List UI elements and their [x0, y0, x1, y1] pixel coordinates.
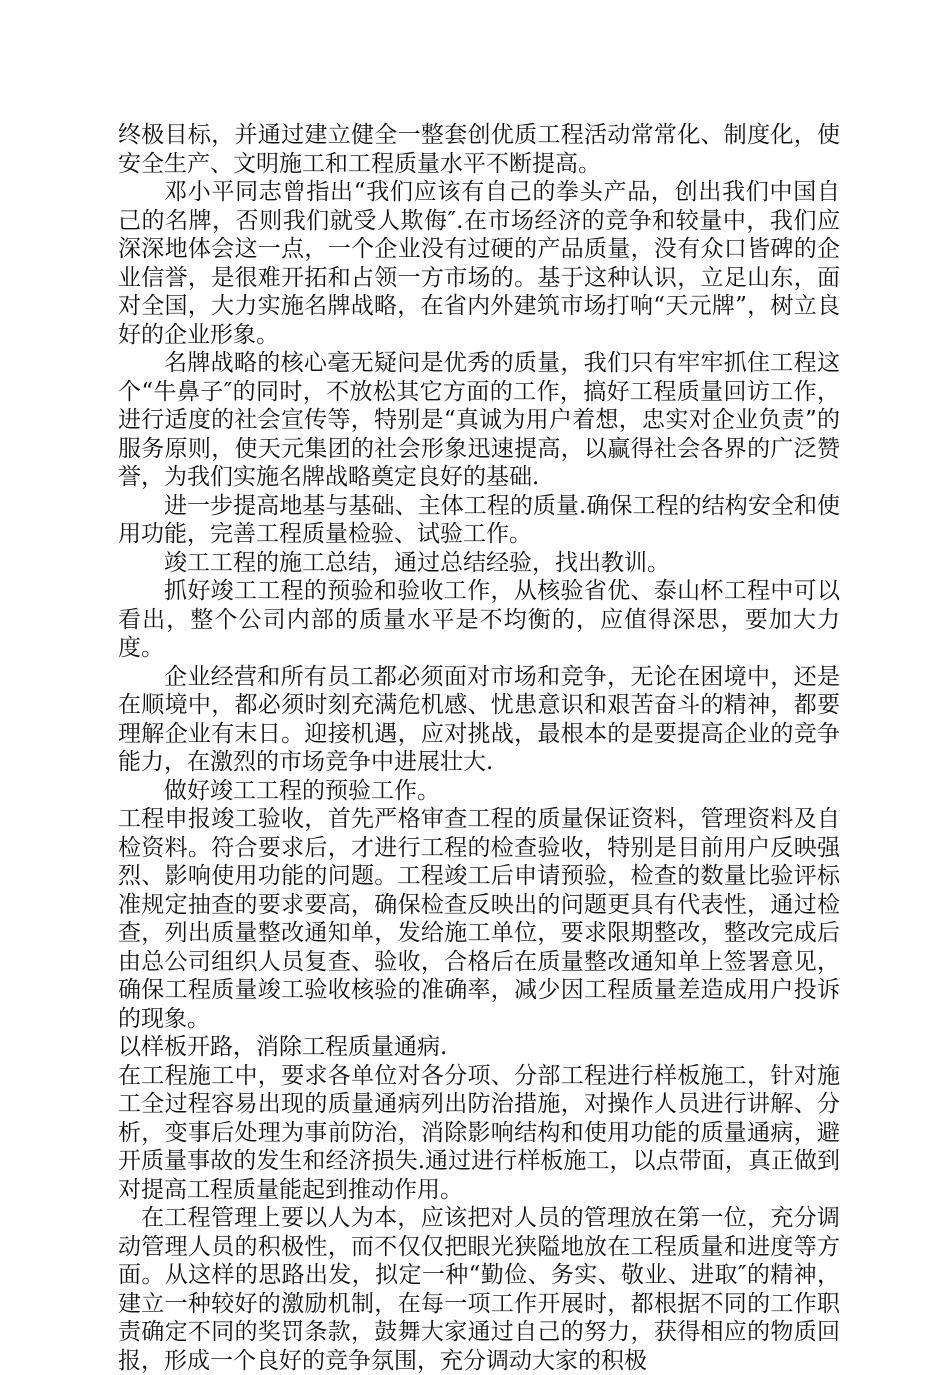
paragraph-10: 以样板开路，消除工程质量通病.	[118, 1034, 448, 1060]
paragraph-2: 邓小平同志曾指出“我们应该有自己的拳头产品，创出我们中国自己的名牌，否则我们就受人欺侮″.在市场经济的竞争和较量中，我们应深深地体会这一点，一个企业没有过硬的产品质量，没有众口皆碑的企业信誉，是很难开拓和占领一方市场的。基于这种认识，立足山东，面对全国，大力实施名牌战略，在省内外建筑市场打响“天元牌”，树立良好的企业形象。	[118, 179, 840, 348]
paragraph-9: 工程申报竣工验收，首先严格审查工程的质量保证资料，管理资料及自检资料。符合要求后，才进行工程的检查验收，特别是目前用户反映强烈、影响使用功能的问题。工程竣工后申请预验，检查的数量比验评标准规定抽查的要求要高，确保检查反映出的问题更具有代表性，通过检查，列出质量整改通知单，发给施工单位，要求限期整改，整改完成后由总公司组织人员复查、验收，合格后在质量整改通知单上签署意见，确保工程质量竣工验收核验的准确率，减少因工程质量差造成用户投诉的现象。	[118, 806, 840, 1032]
paragraph-8: 做好竣工工程的预验工作。	[164, 777, 440, 804]
paragraph-12: 在工程管理上要以人为本，应该把对人员的管理放在第一位，充分调动管理人员的积极性，而不仅仅把眼光狭隘地放在工程质量和进度等方面。从这样的思路出发，拟定一种“勤俭、务实、敬业、进取″的精神，建立一种较好的激励机制，在每一项工作开展时，都根据不同的工作职责确定不同的奖罚条款，鼓舞大家通过自己的努力，获得相应的物质回报，形成一个良好的竞争氛围，充分调动大家的积极	[118, 1205, 840, 1374]
paragraph-5: 竣工工程的施工总结，通过总结经验，找出教训。	[164, 549, 670, 576]
paragraph-1: 终极目标，并通过建立健全一整套创优质工程活动常常化、制度化，使安全生产、文明施工和工程质量水平不断提高。	[118, 122, 840, 177]
paragraph-11: 在工程施工中，要求各单位对各分项、分部工程进行样板施工，针对施工全过程容易出现的质量通病列出防治措施，对操作人员进行讲解、分析，变事后处理为事前防治，消除影响结构和使用功能的质量通病，避开质量事故的发生和经济损失.通过进行样板施工，以点带面，真正做到对提高工程质量能起到推动作用。	[118, 1062, 840, 1203]
paragraph-4: 进一步提高地基与基础、主体工程的质量.确保工程的结构安全和使用功能，完善工程质量检验、试验工作。	[118, 492, 840, 547]
paragraph-6: 抓好竣工工程的预验和验收工作，从核验省优、泰山杯工程中可以看出，整个公司内部的质量水平是不均衡的，应值得深思，要加大力度。	[118, 578, 840, 661]
document-body	[118, 121, 840, 1375]
paragraph-3: 名牌战略的核心毫无疑问是优秀的质量，我们只有牢牢抓住工程这个“牛鼻子″的同时，不放松其它方面的工作，搞好工程质量回访工作，进行适度的社会宣传等，特别是“真诚为用户着想，忠实对企业负责”的服务原则，使天元集团的社会形象迅速提高，以赢得社会各界的广泛赞誉，为我们实施名牌战略奠定良好的基础.	[118, 350, 840, 490]
paragraph-7: 企业经营和所有员工都必须面对市场和竞争，无论在困境中，还是在顺境中，都必须时刻充满危机感、忧患意识和艰苦奋斗的精神，都要理解企业有末日。迎接机遇，应对挑战，最根本的是要提高企业的竞争能力，在激烈的市场竞争中进展壮大.	[118, 663, 840, 775]
